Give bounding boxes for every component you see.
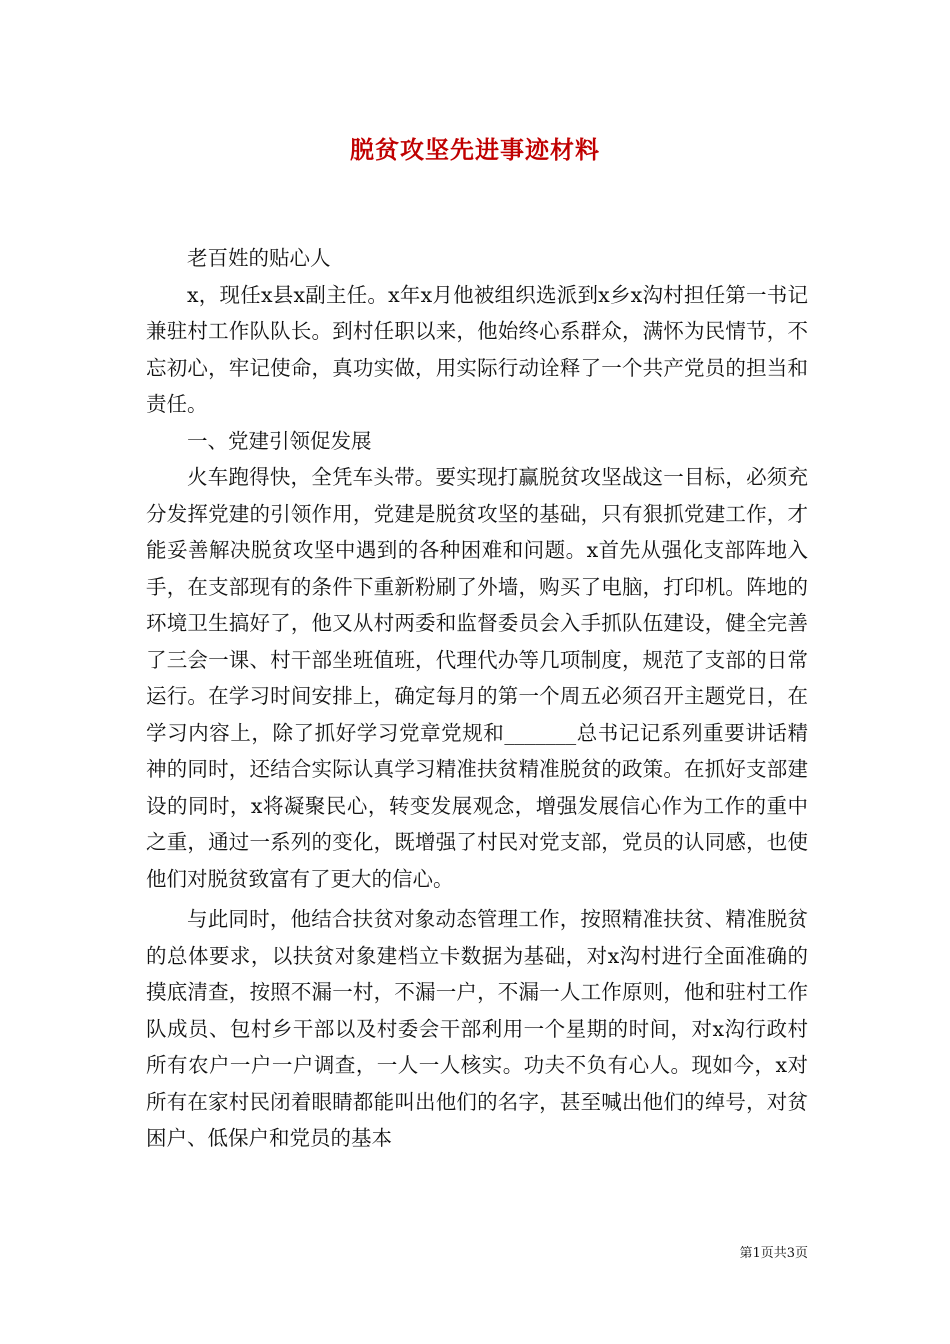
paragraph-intro: x，现任x县x副主任。x年x月他被组织选派到x乡x沟村担任第一书记兼驻村工作队队长。到村任职以来，他始终心系群众，满怀为民情节，不忘初心，牢记使命，真功实做，用实际行动诠释了一个共产党员的担当和责任。	[146, 282, 808, 416]
page-number: 第1页共3页	[739, 1246, 808, 1261]
section-heading: 一、党建引领促发展	[187, 428, 372, 453]
document-body	[146, 240, 808, 1157]
paragraph-subtitle: 老百姓的贴心人	[187, 246, 331, 270]
paragraph-poverty-survey: 与此同时，他结合扶贫对象动态管理工作，按照精准扶贫、精准脱贫的总体要求，以扶贫对象建档立卡数据为基础，对x沟村进行全面准确的摸底清查，按照不漏一村，不漏一户，不漏一人工作原则，他和驻村工作队成员、包村乡干部以及村委会干部利用一个星期的时间，对x沟行政村所有农户一户一户调查，一人一人核实。功夫不负有心人。现如今，x对所有在家村民闭着眼睛都能叫出他们的名字，甚至喊出他们的绰号，对贫困户、低保户和党员的基本	[146, 907, 808, 1150]
document-title: 脱贫攻坚先进事迹材料	[350, 135, 600, 164]
paragraph-party-building: 火车跑得快，全凭车头带。要实现打赢脱贫攻坚战这一目标，必须充分发挥党建的引领作用，党建是脱贫攻坚的基础，只有狠抓党建工作，才能妥善解决脱贫攻坚中遇到的各种困难和问题。x首先从强化支部阵地入手，在支部现有的条件下重新粉刷了外墙，购买了电脑，打印机。阵地的环境卫生搞好了，他又从村两委和监督委员会入手抓队伍建设，健全完善了三会一课、村干部坐班值班，代理代办等几项制度，规范了支部的日常运行。在学习时间安排上，确定每月的第一个周五必须召开主题党日，在学习内容上，除了抓好学习党章党规和_______总书记记系列重要讲话精神的同时，还结合实际认真学习精准扶贫精准脱贫的政策。在抓好支部建设的同时，x将凝聚民心，转变发展观念，增强发展信心作为工作的重中之重，通过一系列的变化，既增强了村民对党支部，党员的认同感，也使他们对脱贫致富有了更大的信心。	[146, 465, 808, 891]
